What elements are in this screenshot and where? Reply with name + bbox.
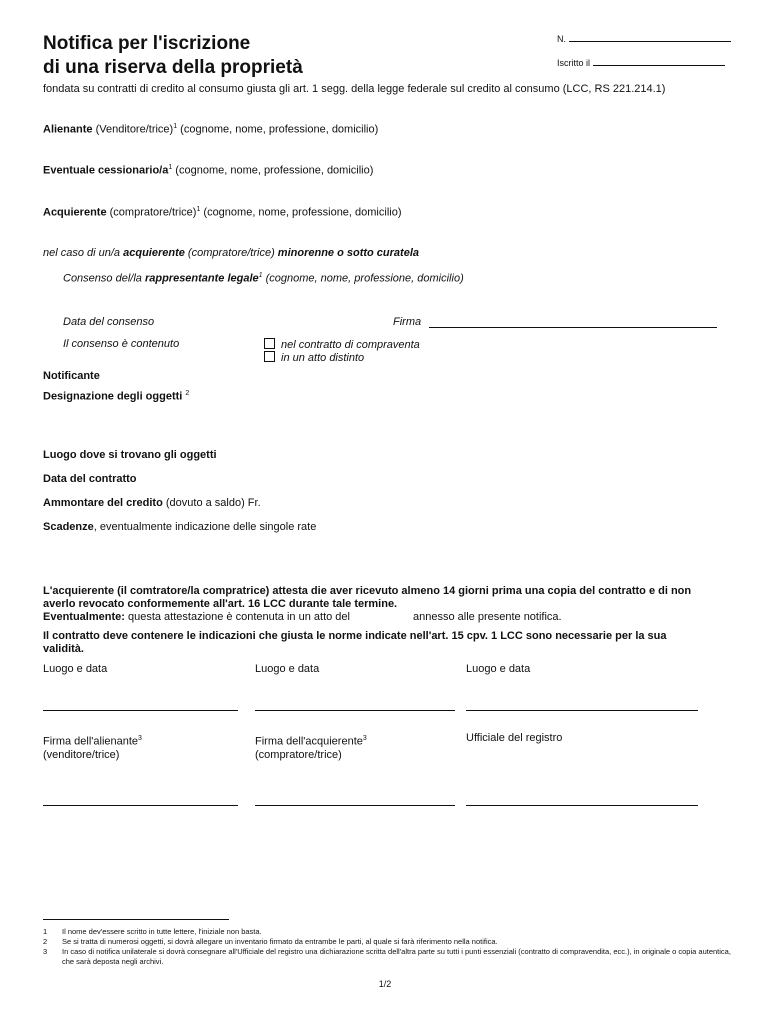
footnote-text: In caso di notifica unilaterale si dovrà consegnare all'Ufficiale del registro una dichiarazione scritta dell'altra parte su tutti i punti essenziali (contratto di compravendita, ecc.), in originale o copia autentica, che sarà deposta negli archivi. xyxy=(62,947,731,966)
minor-intro-buyer: acquierente xyxy=(123,247,185,259)
notifier-label: Notificante xyxy=(43,370,100,382)
credit-amount-hint: (dovuto a saldo) Fr. xyxy=(162,497,261,509)
footnote-text: Il nome dev'essere scritto in tutte lettere, l'iniziale non basta. xyxy=(62,927,262,936)
footnote-number: 3 xyxy=(43,947,48,956)
minor-intro xyxy=(43,247,419,259)
footnote-rule xyxy=(43,919,229,920)
eventual-label: Eventualmente: xyxy=(43,611,125,623)
signature-label: Firma xyxy=(393,316,422,328)
registered-field[interactable] xyxy=(557,56,725,68)
legal-rep-label: rappresentante legale xyxy=(144,272,259,285)
buyer-field[interactable] xyxy=(43,206,402,219)
place-date-label-1: Luogo e data xyxy=(43,663,108,675)
consent-date-label[interactable]: Data del consenso xyxy=(63,316,155,328)
seller-role: (Venditore/trice) xyxy=(92,123,174,136)
checkbox-separate-act[interactable] xyxy=(264,351,275,362)
number-line xyxy=(569,32,731,42)
buyer-signature-role: (compratore/trice) xyxy=(255,748,342,761)
footnote-number: 1 xyxy=(43,927,48,936)
buyer-details-hint: (cognome, nome, professione, domicilio) xyxy=(200,206,402,219)
option-in-contract[interactable] xyxy=(264,338,420,351)
seller-label: Alienante xyxy=(43,123,93,136)
place-date-label-2: Luogo e data xyxy=(255,663,320,675)
eventual-text: questa attestazione è contenuta in un atto del xyxy=(124,611,350,623)
consent-contained-label: Il consenso è contenuto xyxy=(63,338,180,350)
legal-rep-details-hint: (cognome, nome, professione, domicilio) xyxy=(262,272,464,285)
footnote-ref: 1 xyxy=(196,206,201,213)
number-field[interactable] xyxy=(557,32,731,44)
checkbox-in-contract[interactable] xyxy=(264,338,275,349)
registered-label: Iscritto il xyxy=(557,58,591,68)
place-date-line-2[interactable] xyxy=(255,710,455,711)
assignee-field[interactable] xyxy=(43,164,373,177)
footnote-2 xyxy=(43,937,733,947)
credit-amount-label: Ammontare del credito xyxy=(43,497,163,509)
due-dates-label: Scadenze xyxy=(43,521,94,533)
buyer-signature-label xyxy=(255,732,367,762)
minor-intro-role: (compratore/trice) xyxy=(184,247,278,259)
footnote-text: Se si tratta di numerosi oggetti, si dovrà allegare un inventario firmato da entrambe le parti, al quale si farà riferimento nella notifica. xyxy=(62,937,498,946)
footnote-ref: 2 xyxy=(185,390,190,397)
buyer-signature-text: Firma dell'acquierente xyxy=(255,735,363,748)
option-separate-act-label: in un atto distinto xyxy=(281,352,365,364)
credit-amount-field[interactable] xyxy=(43,497,261,509)
eventual-line xyxy=(43,611,733,624)
eventual-text-end: annesso alle presente notifica. xyxy=(413,611,562,623)
location-label: Luogo dove si trovano gli oggetti xyxy=(43,449,217,461)
seller-details-hint: (cognome, nome, professione, domicilio) xyxy=(177,123,379,136)
minor-intro-pre: nel caso di un/a xyxy=(43,247,124,259)
footnote-3 xyxy=(43,947,733,967)
validity-line-2: validità. xyxy=(43,643,84,655)
contract-date-field[interactable] xyxy=(43,473,137,485)
location-field[interactable] xyxy=(43,449,217,461)
notifier-field[interactable] xyxy=(43,370,100,382)
seller-field[interactable] xyxy=(43,123,378,136)
statement-line-2: averlo revocato conformemente all'art. 16 LCC durante tale termine. xyxy=(43,598,398,610)
seller-signature-text: Firma dell'alienante xyxy=(43,735,139,748)
place-date-line-3[interactable] xyxy=(466,710,698,711)
number-label: N. xyxy=(557,34,566,44)
consent-pre: Consenso del/la xyxy=(63,272,145,285)
footnote-ref: 1 xyxy=(173,123,178,130)
objects-field[interactable] xyxy=(43,390,189,403)
objects-label: Designazione degli oggetti xyxy=(43,390,183,403)
title-line-1: Notifica per l'iscrizione xyxy=(43,33,251,54)
subtitle: fondata su contratti di credito al consumo giusta gli art. 1 segg. della legge federale sul credito al consumo (LCC, RS 221.214.1) xyxy=(43,83,666,95)
footnote-ref: 1 xyxy=(258,272,263,279)
assignee-details-hint: (cognome, nome, professione, domicilio) xyxy=(172,164,374,177)
buyer-label: Acquierente xyxy=(43,206,107,219)
minor-intro-condition: minorenne o sotto curatela xyxy=(277,247,419,259)
registered-line xyxy=(593,56,725,66)
buyer-statement xyxy=(43,585,733,656)
title-line-2: di una riserva della proprietà xyxy=(43,57,303,78)
statement-line-1: L'acquierente (il comtratore/la compratrice) attesta die aver ricevuto almeno 14 giorni prima una copia del contratto e di non xyxy=(43,585,692,597)
seller-signature-line[interactable] xyxy=(43,805,238,806)
option-in-contract-label: nel contratto di compraventa xyxy=(281,339,420,351)
place-date-label-3: Luogo e data xyxy=(466,663,531,675)
contract-date-label: Data del contratto xyxy=(43,473,137,485)
footnote-ref: 1 xyxy=(168,164,173,171)
legal-rep-consent-field[interactable] xyxy=(63,272,464,285)
option-separate-act[interactable] xyxy=(264,351,364,364)
page-title xyxy=(43,32,303,80)
footnote-ref: 3 xyxy=(362,735,367,742)
registrar-label: Ufficiale del registro xyxy=(466,732,563,744)
buyer-role: (compratore/trice) xyxy=(106,206,197,219)
page-number: 1/2 xyxy=(378,979,392,989)
due-dates-hint: , eventualmente indicazione delle singole rate xyxy=(93,521,317,533)
due-dates-field[interactable] xyxy=(43,521,316,533)
footnote-ref: 3 xyxy=(138,735,142,742)
validity-line-1: Il contratto deve contenere le indicazioni che giusta le norme indicate nell'art. 15 cpv. 1 LCC sono necessarie per la sua xyxy=(43,630,667,642)
seller-signature-role: (venditore/trice) xyxy=(43,748,120,761)
footnote-1 xyxy=(43,927,733,937)
place-date-line-1[interactable] xyxy=(43,710,238,711)
buyer-signature-line[interactable] xyxy=(255,805,455,806)
registrar-signature-line[interactable] xyxy=(466,805,698,806)
assignee-label: Eventuale cessionario/a xyxy=(43,164,169,177)
footnote-number: 2 xyxy=(43,937,48,946)
seller-signature-label xyxy=(43,732,142,762)
signature-line[interactable] xyxy=(429,327,717,328)
